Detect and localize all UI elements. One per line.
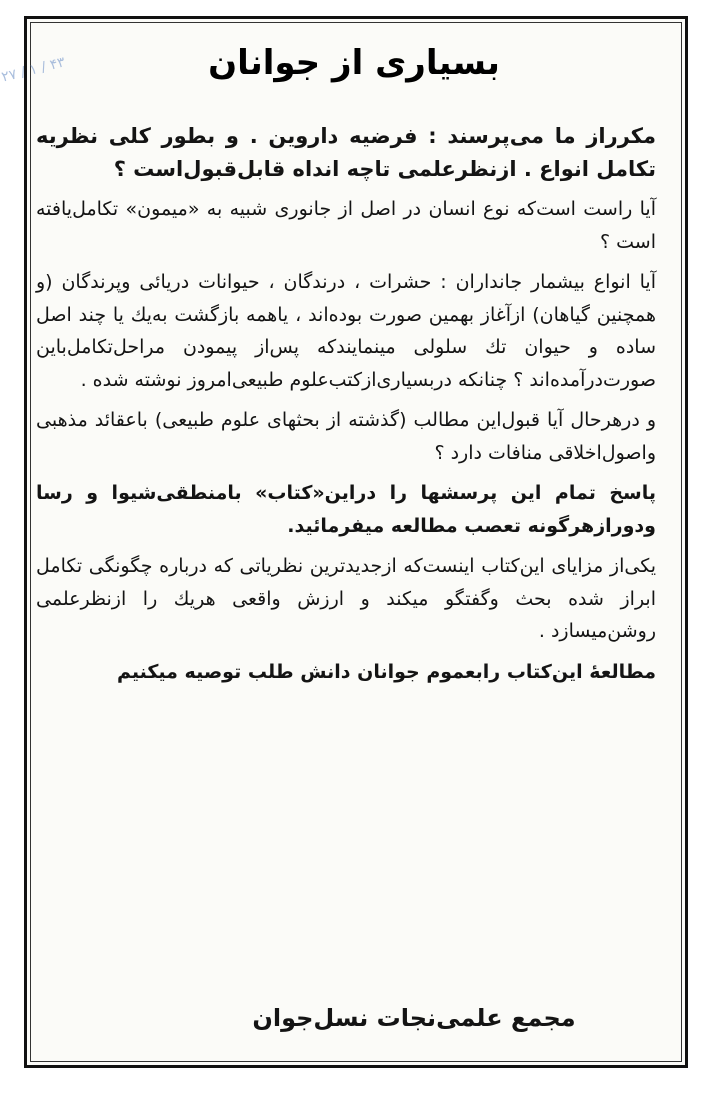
page-title: بسیاری از جوانان bbox=[208, 43, 500, 83]
paragraph-question-human-origin: آیا راست است‌که نوع انسان در اصل از جانوری شبیه به «میمون» تکامل‌یافته است ؟ bbox=[36, 198, 656, 253]
paragraph-book-merits: یکی‌از مزایای این‌کتاب اینست‌که ازجدیدترین نظریاتی که درباره چگونگی تکامل ابراز شده بحث وگفتگو میکند و ارزش واقعی هریك را ازنظرعلمی روشن‌میسازد . bbox=[36, 555, 656, 642]
paragraph-question-species: آیا انواع بیشمار جانداران : حشرات ، درندگان ، حیوانات دریائی وپرندگان (و همچنین گیاهان) ازآغاز بهمین صورت بوده‌اند ، یاهمه بازگشت به‌یك یا چند اصل ساده و حیوان تك سلولی مینمایندکه پس‌از پیمودن مراحل‌تکامل‌باین صورت‌درآمده‌اند ؟ چنانکه دربسیاری‌ازکتب‌علوم طبیعی‌امروز نوشته شده . bbox=[36, 271, 656, 391]
paragraph-recommendation: مطالعهٔ این‌کتاب رابعموم جوانان دانش طلب توصیه میکنیم bbox=[116, 660, 656, 683]
paragraph-answer: پاسخ تمام این پرسشها را دراین«کتاب» بامنطقی‌شیوا و رسا ودورازهرگونه تعصب مطالعه میفرمائید. bbox=[36, 482, 656, 537]
signature-publisher: مجمع علمی‌نجات نسل‌جوان bbox=[252, 1004, 576, 1032]
article-body bbox=[36, 120, 656, 696]
paragraph-question-religion: و درهرحال آیا قبول‌این مطالب (گذشته از بحثهای علوم طبیعی) باعقائد مذهبی واصول‌اخلاقی منافات دارد ؟ bbox=[36, 409, 656, 464]
handwritten-margin-note: ۲۷ / ۱ / ۴۳ bbox=[0, 54, 67, 86]
paragraph-question-darwin: مکرراز ما می‌پرسند : فرضیه داروین . و بطور کلی نظریه تکامل انواع . ازنظرعلمی تاچه انداه قابل‌قبول‌است ؟ bbox=[36, 124, 656, 181]
